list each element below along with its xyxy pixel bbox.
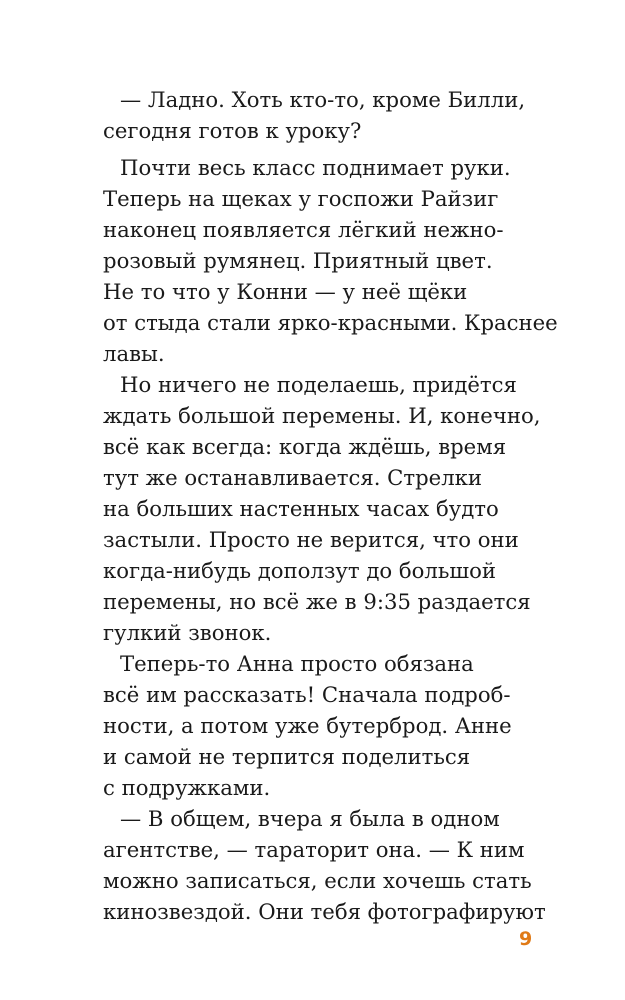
text-line: лавы.: [103, 341, 165, 366]
text-line: наконец появляется лёгкий нежно-: [103, 217, 504, 242]
text-line: можно записаться, если хочешь стать: [103, 868, 532, 893]
text-line: с подружками.: [103, 775, 271, 800]
text-line: всё им рассказать! Сначала подроб-: [103, 682, 511, 707]
text-line: тут же останавливается. Стрелки: [103, 465, 483, 490]
text-line: перемены, но всё же в 9:35 раздается: [103, 589, 531, 614]
text-line: застыли. Просто не верится, что они: [103, 527, 519, 552]
text-line: Но ничего не поделаешь, придётся: [120, 372, 517, 397]
text-line: гулкий звонок.: [103, 620, 272, 645]
text-line: агентстве, — тараторит она. — К ним: [103, 837, 525, 862]
text-line: — В общем, вчера я была в одном: [120, 806, 500, 831]
text-line: ждать большой перемены. И, конечно,: [103, 403, 541, 428]
text-line: когда-нибудь доползут до большой: [103, 558, 496, 583]
page-number: 9: [519, 928, 533, 950]
text-line: Не то что у Конни — у неё щёки: [103, 279, 468, 304]
text-line: кинозвездой. Они тебя фотографируют: [103, 899, 546, 924]
text-line: ности, а потом уже бутерброд. Анне: [103, 713, 512, 738]
text-line: розовый румянец. Приятный цвет.: [103, 248, 493, 273]
text-line: сегодня готов к уроку?: [103, 118, 362, 143]
text-line: — Ладно. Хоть кто-то, кроме Билли,: [120, 87, 526, 112]
text-line: Теперь на щеках у госпожи Райзиг: [103, 186, 499, 211]
text-line: Теперь-то Анна просто обязана: [120, 651, 474, 676]
text-line: на больших настенных часах будто: [103, 496, 499, 521]
text-line: и самой не терпится поделиться: [103, 744, 471, 769]
text-line: Почти весь класс поднимает руки.: [120, 155, 511, 180]
text-line: всё как всегда: когда ждёшь, время: [103, 434, 507, 459]
text-line: от стыда стали ярко-красными. Краснее: [103, 310, 558, 335]
